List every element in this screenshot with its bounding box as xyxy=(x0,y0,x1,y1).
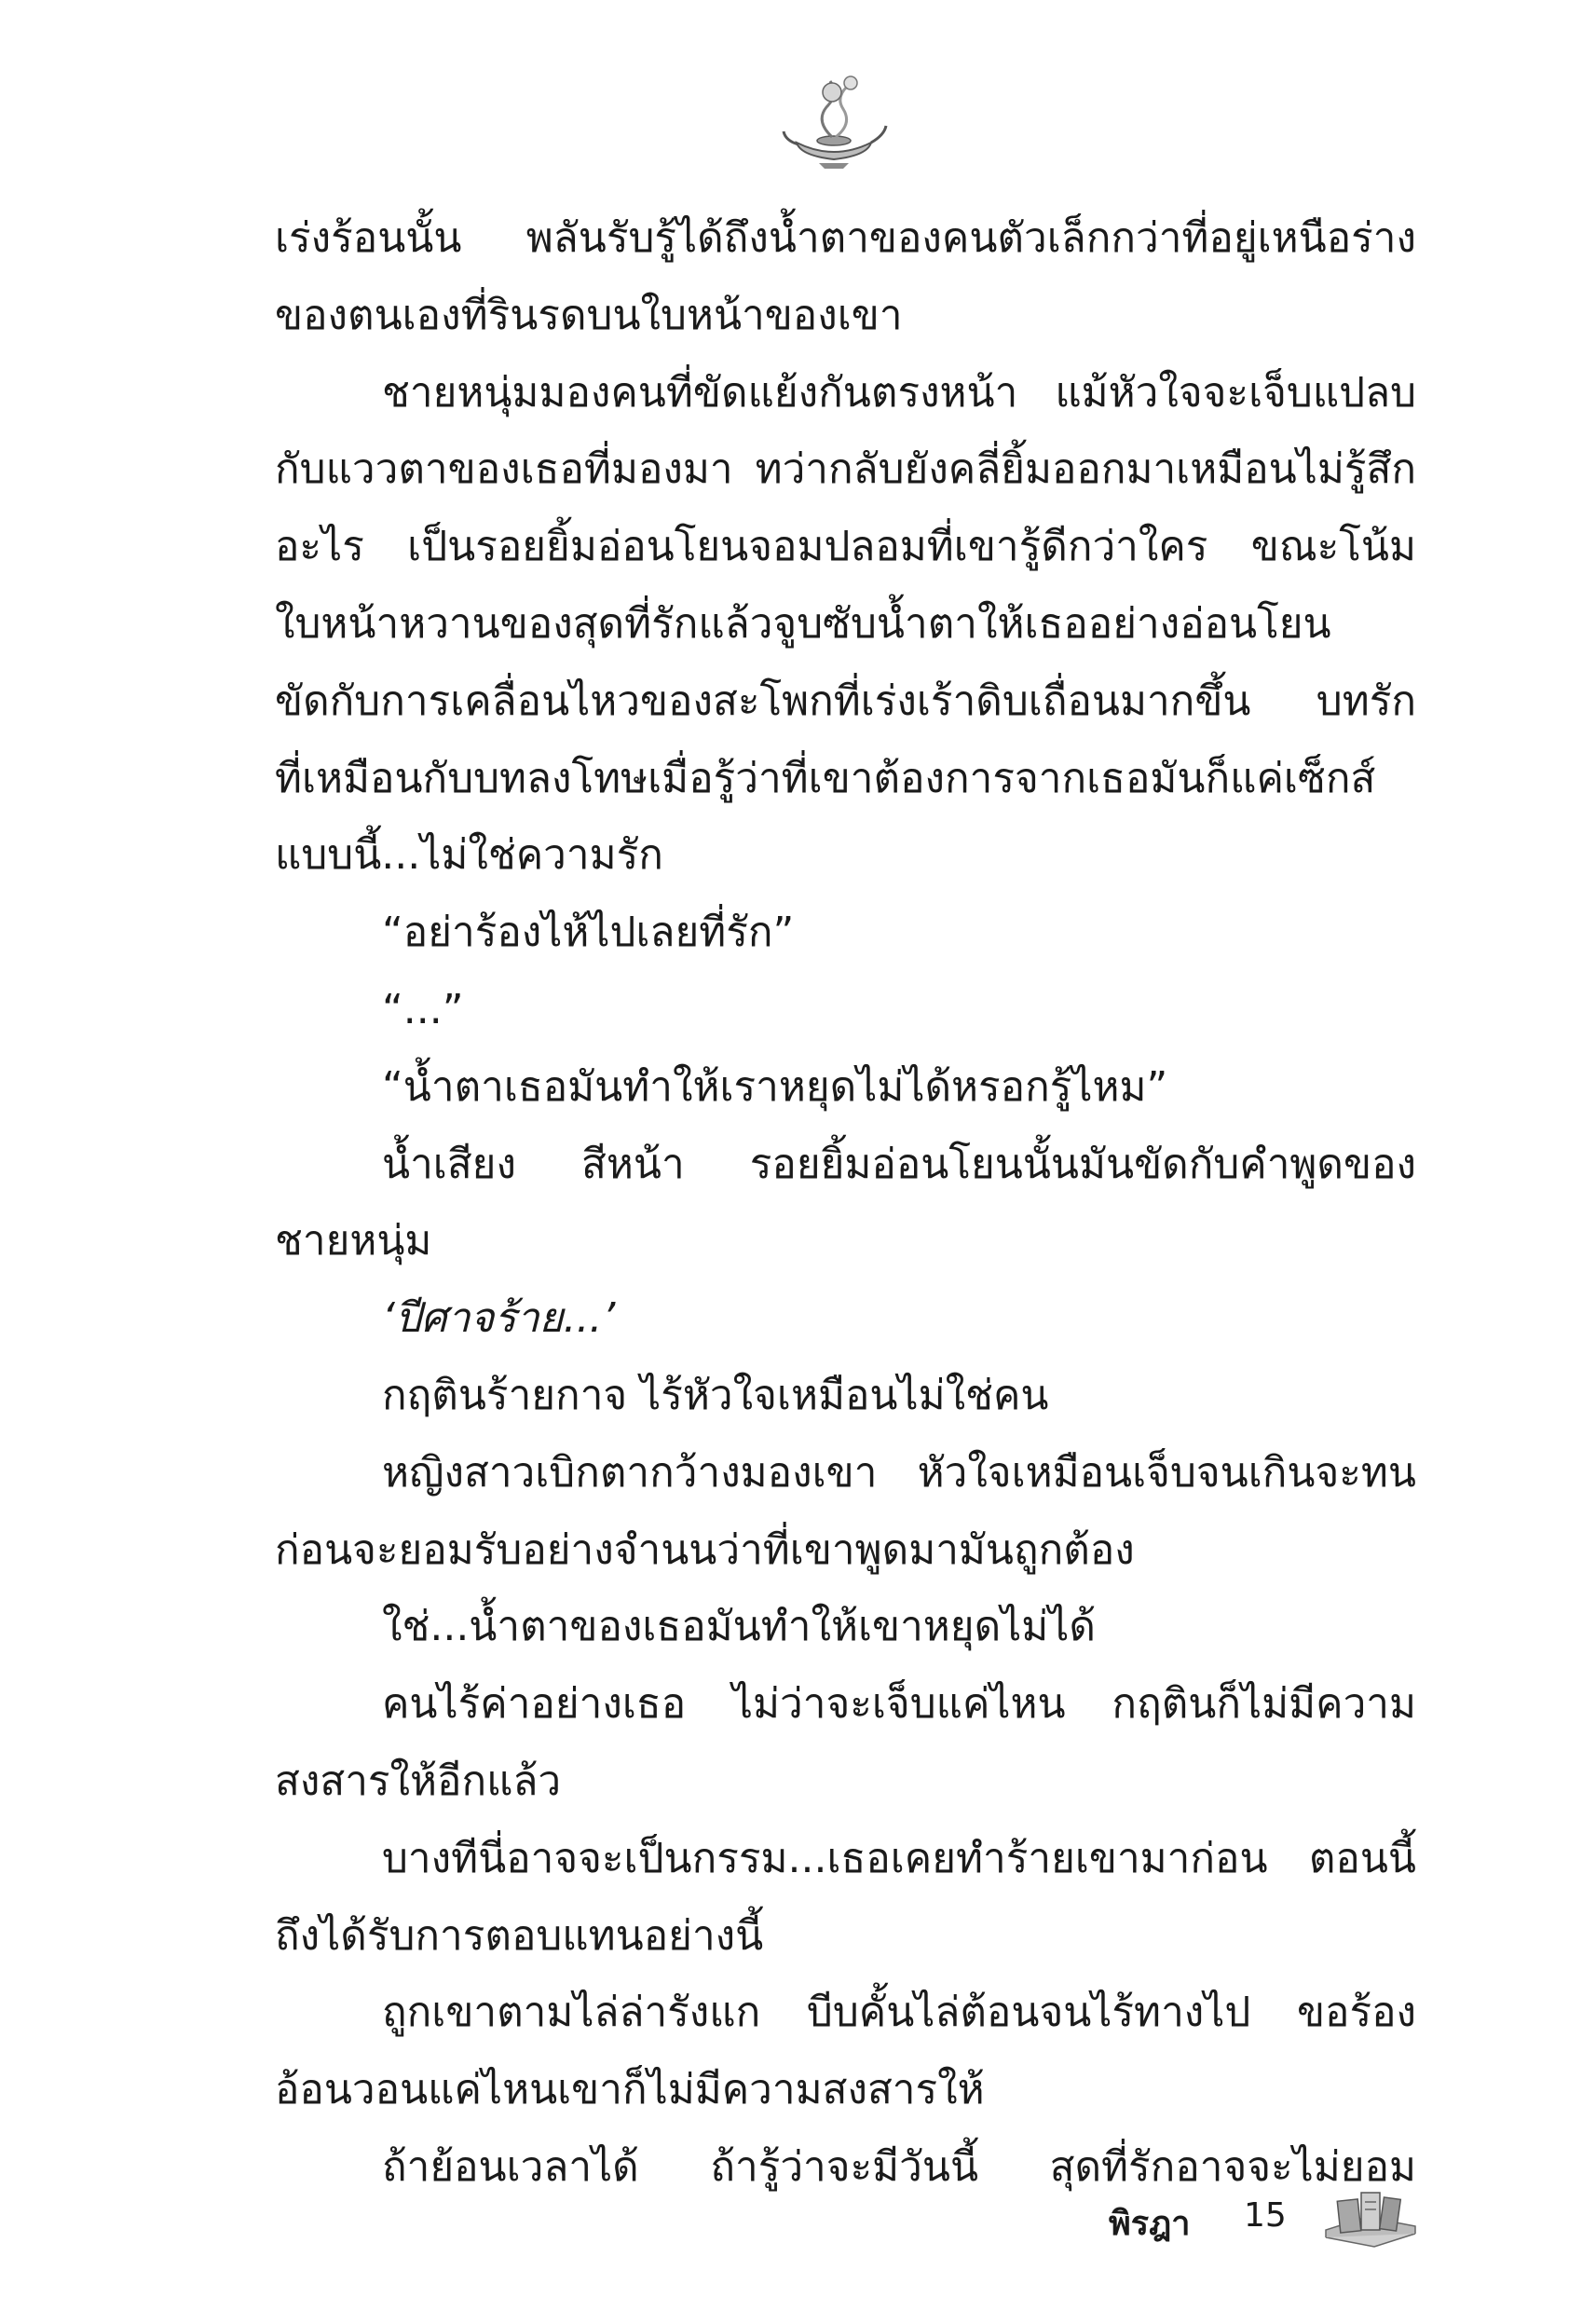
body-line: ขัดกับการเคลื่อนไหวของสะโพกที่เร่งเร้าดิบเถื่อนมากขึ้น บทรัก xyxy=(275,677,1416,725)
dialogue-line: “น้ำตาเธอมันทำให้เราหยุดไม่ได้หรอกรู้ไหม” xyxy=(382,1062,1168,1111)
body-line: ใบหน้าหวานของสุดที่รักแล้วจูบซับน้ำตาให้เธออย่างอ่อนโยน xyxy=(275,599,1331,648)
body-line: กฤตินร้ายกาจ ไร้หัวใจเหมือนไม่ใช่คน xyxy=(382,1371,1049,1419)
body-line: บางทีนี่อาจจะเป็นกรรม...เธอเคยทำร้ายเขามาก่อน ตอนนี้ xyxy=(382,1834,1416,1882)
magic-lamp-icon xyxy=(778,70,890,172)
body-line: ก่อนจะยอมรับอย่างจำนนว่าที่เขาพูดมามันถูกต้อง xyxy=(275,1525,1135,1574)
body-line: อะไร เป็นรอยยิ้มอ่อนโยนจอมปลอมที่เขารู้ดีกว่าใคร ขณะโน้ม xyxy=(275,523,1416,571)
body-line: ใช่...น้ำตาของเธอมันทำให้เขาหยุดไม่ได้ xyxy=(382,1603,1096,1651)
stacked-books-icon xyxy=(1318,2176,1421,2250)
story-body xyxy=(275,200,1416,2207)
body-line: คนไร้ค่าอย่างเธอ ไม่ว่าจะเจ็บแค่ไหน กฤตินก็ไม่มีความ xyxy=(382,1680,1416,1729)
body-line: ของตนเองที่รินรดบนใบหน้าของเขา xyxy=(275,291,903,339)
page-number: 15 xyxy=(1244,2196,1287,2235)
body-line: อ้อนวอนแค่ไหนเขาก็ไม่มีความสงสารให้ xyxy=(275,2066,985,2114)
author-name: พิรฎา xyxy=(1109,2205,1191,2243)
body-line: เร่งร้อนนั้น พลันรับรู้ได้ถึงน้ำตาของคนตัวเล็กกว่าที่อยู่เหนือร่าง xyxy=(275,214,1416,262)
body-line: ถึงได้รับการตอบแทนอย่างนี้ xyxy=(275,1911,764,1960)
thought-line: ‘ปีศาจร้าย...’ xyxy=(382,1294,616,1343)
body-line: น้ำเสียง สีหน้า รอยยิ้มอ่อนโยนนั้นมันขัดกับคำพูดของ xyxy=(382,1140,1416,1188)
dialogue-line: “...” xyxy=(382,985,464,1033)
body-line: สงสารให้อีกแล้ว xyxy=(275,1757,562,1805)
body-line: ถ้าย้อนเวลาได้ ถ้ารู้ว่าจะมีวันนี้ สุดที่รักอาจจะไม่ยอม xyxy=(382,2142,1416,2191)
body-line: ที่เหมือนกับบทลงโทษเมื่อรู้ว่าที่เขาต้องการจากเธอมันก็แค่เซ็กส์ xyxy=(275,754,1376,802)
dialogue-line: “อย่าร้องไห้ไปเลยที่รัก” xyxy=(382,909,795,957)
body-line: ชายหนุ่ม xyxy=(275,1217,432,1265)
body-line: ชายหนุ่มมองคนที่ขัดแย้งกันตรงหน้า แม้หัวใจจะเจ็บแปลบ xyxy=(382,368,1416,417)
page-footer xyxy=(1109,2176,1425,2260)
body-line: แบบนี้...ไม่ใช่ความรัก xyxy=(275,831,663,880)
body-line: กับแววตาของเธอที่มองมา ทว่ากลับยังคลี่ยิ้มออกมาเหมือนไม่รู้สึก xyxy=(275,445,1416,494)
body-line: ถูกเขาตามไล่ล่ารังแก บีบคั้นไล่ต้อนจนไร้ทางไป ขอร้อง xyxy=(382,1989,1416,2037)
body-line: หญิงสาวเบิกตากว้างมองเขา หัวใจเหมือนเจ็บจนเกินจะทน xyxy=(382,1448,1416,1497)
